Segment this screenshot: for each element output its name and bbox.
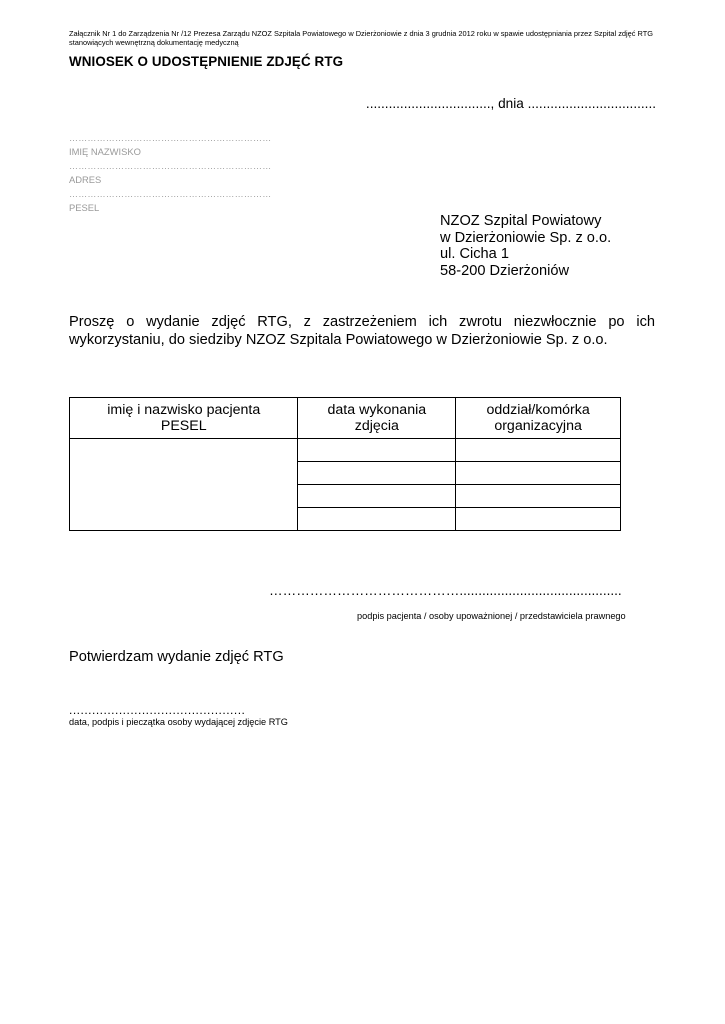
attachment-note: Załącznik Nr 1 do Zarządzenia Nr /12 Prezesa Zarządu NZOZ Szpitala Powiatowego w Dzierżoniowie z dnia 3 grudnia 2012 roku w spawie udostępniania przez Szpital zdjęć RTG stanowiących wewnętrzną dokumentację medyczną: [69, 29, 654, 47]
exam-date-cell[interactable]: [298, 485, 456, 508]
department-cell[interactable]: [456, 439, 621, 462]
column-header-department-line2: organizacyjna: [494, 418, 582, 434]
column-header-patient-line1: imię i nazwisko pacjenta: [107, 401, 261, 418]
exam-date-cell[interactable]: [298, 508, 456, 531]
column-header-patient: [70, 398, 298, 439]
recipient-location: w Dzierżoniowie Sp. z o.o.: [440, 230, 612, 246]
column-header-department-line1: oddział/komórka: [486, 401, 590, 418]
pesel-dotted-line: …………………………………………………………: [69, 189, 272, 199]
pesel-label: PESEL: [69, 202, 100, 213]
department-cell[interactable]: [456, 485, 621, 508]
document-title: WNIOSEK O UDOSTĘPNIENIE ZDJĘĆ RTG: [69, 54, 344, 69]
signature-dotted-line: ……………………………………...........................................: [269, 583, 622, 598]
column-header-department: [456, 398, 621, 439]
signature-label: podpis pacjenta / osoby upoważnionej / przedstawiciela prawnego: [357, 611, 626, 621]
place-date-line: ................................., dnia ..................................: [365, 96, 656, 111]
name-dotted-line: …………………………………………………………: [69, 133, 272, 143]
table-row: [70, 439, 621, 462]
confirmation-dotted-line: ..............................................: [69, 703, 246, 717]
rtg-details-table: [69, 397, 621, 531]
column-header-exam-date-line1: data wykonania: [327, 401, 427, 418]
exam-date-cell[interactable]: [298, 462, 456, 485]
column-header-patient-line2: PESEL: [160, 418, 207, 434]
request-paragraph: Proszę o wydanie zdjęć RTG, z zastrzeżeniem ich zwrotu niezwłocznie po ich wykorzystaniu, do siedziby NZOZ Szpitala Powiatowego w Dzierżoniowie Sp. z o.o.: [69, 314, 655, 348]
department-cell[interactable]: [456, 462, 621, 485]
department-cell[interactable]: [456, 508, 621, 531]
recipient-street: ul. Cicha 1: [440, 246, 509, 262]
recipient-postcode-city: 58-200 Dzierżoniów: [440, 263, 569, 279]
column-header-exam-date: [298, 398, 456, 439]
column-header-exam-date-line2: zdjęcia: [354, 418, 399, 434]
recipient-name: NZOZ Szpital Powiatowy: [440, 213, 602, 229]
confirmation-label: data, podpis i pieczątka osoby wydającej zdjęcie RTG: [69, 717, 288, 727]
patient-cell[interactable]: [70, 439, 298, 531]
address-dotted-line: …………………………………………………………: [69, 161, 272, 171]
exam-date-cell[interactable]: [298, 439, 456, 462]
address-label: ADRES: [69, 174, 102, 185]
confirmation-heading: Potwierdzam wydanie zdjęć RTG: [69, 649, 284, 665]
name-label: IMIĘ NAZWISKO: [69, 146, 141, 157]
table-header-row: [70, 398, 621, 439]
